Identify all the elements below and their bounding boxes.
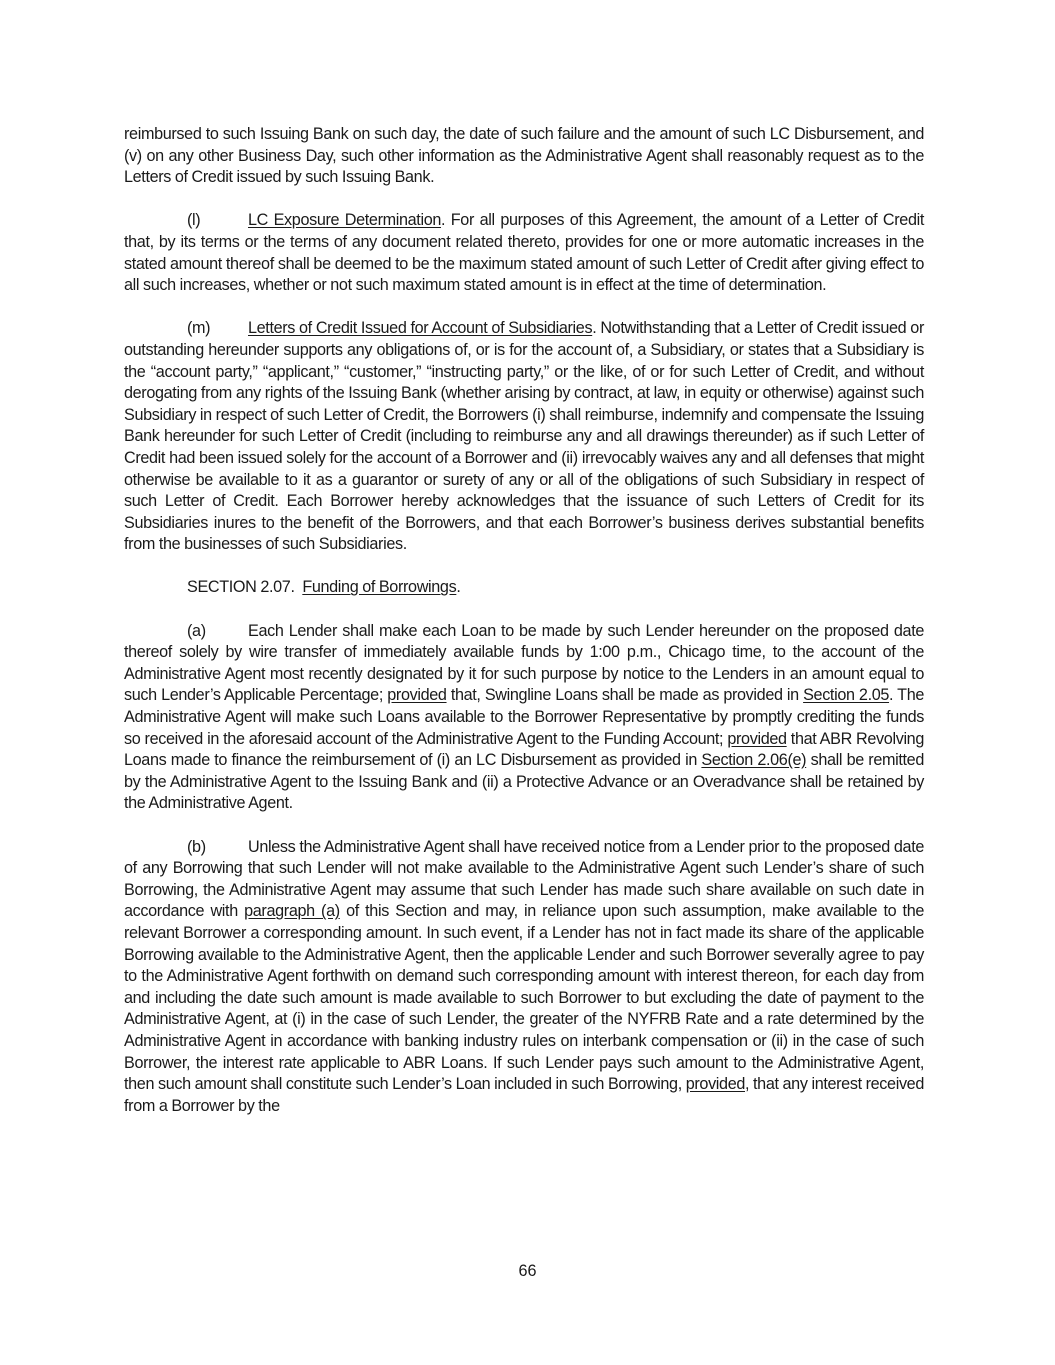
paragraph-text: of this Section and may, in reliance upon such assumption, make available to the relevant Borrower a corresponding amount. In such event, if a Lender has not in fact made its share of the applicable Borrowing available to the Administrative Agent, then the applicable Lender and such Borrower severally agree to pay to the Administrative Agent forthwith on demand such corresponding amount with interest thereon, for each day from and including the date such amount is made available to such Borrower to but excluding the date of payment to the Administrative Agent, at (i) in the case of such Lender, the greater of the NYFRB Rate and a rate determined by the Administrative Agent in accordance with banking industry rules on interbank compensation or (ii) in the case of such Borrower, the interest rate applicable to ABR Loans. If such Lender pays such amount to the Administrative Agent, then such amount shall constitute such Lender’s Loan included in such Borrowing,: [124, 902, 924, 1094]
paragraph-text: . The Administrative Agent will make such Loans available to the Borrower Representative by promptly crediting the funds so received in the aforesaid account of the Administrative Agent to the Funding Account;: [124, 686, 925, 748]
paragraph-intro: [124, 124, 924, 189]
paragraph-text: . For all purposes of this Agreement, the amount of a Letter of Credit that, by its terms or the terms of any document related thereto, provides for one or more automatic increases in the stated amount thereof shall be deemed to be the maximum stated amount of such Letter of Credit after giving effect to all such increases, whether or not such maximum stated amount is in effect at the time of determination.: [124, 211, 925, 295]
paragraph-b: [124, 837, 924, 1118]
paragraph-number: (m): [187, 319, 211, 338]
provided-term: provided: [387, 686, 447, 705]
paragraph-text: shall be remitted by the Administrative Agent to the Issuing Bank and (ii) a Protective Advance or an Overadvance shall be retained by the Administrative Agent.: [124, 751, 924, 813]
paragraph-text: that ABR Revolving Loans made to finance the reimbursement of (i) an LC Disbursement as provided in: [124, 729, 924, 770]
paragraph-text: that, Swingline Loans shall be made as provided in: [446, 686, 804, 705]
paragraph-text: Unless the Administrative Agent shall have received notice from a Lender prior to the proposed date of any Borrowing that such Lender will not make available to the Administrative Agent such Lender’s share of such Borrowing, the Administrative Agent may assume that such Lender has made such share available on such date in accordance with: [124, 837, 924, 921]
section-reference: Section 2.05: [803, 686, 890, 705]
paragraph-number: (a): [187, 621, 206, 640]
section-label: SECTION 2.07.: [187, 578, 295, 597]
section-reference: Section 2.06(e): [701, 751, 807, 770]
section-title: Funding of Borrowings: [302, 578, 457, 597]
document-page: [124, 124, 924, 1139]
paragraph-l: [124, 210, 924, 296]
section-title-end: .: [456, 578, 461, 597]
page-number: 66: [518, 1262, 537, 1280]
paragraph-heading: LC Exposure Determination: [248, 211, 442, 230]
provided-term: provided: [727, 729, 787, 748]
paragraph-number: (b): [187, 837, 206, 856]
paragraph-text: Each Lender shall make each Loan to be made by such Lender hereunder on the proposed date thereof solely by wire transfer of immediately available funds by 1:00 p.m., Chicago time, to the account of the Administrative Agent most recently designated by it for such purpose by notice to the Lenders in an amount equal to such Lender’s Applicable Percentage;: [124, 621, 924, 705]
section-heading: [187, 577, 924, 599]
paragraph-a: [124, 621, 924, 815]
paragraph-reference: paragraph (a): [244, 902, 340, 921]
paragraph-number: (l): [187, 211, 201, 230]
paragraph-text: , that any interest received from a Borrower by the: [124, 1075, 924, 1115]
paragraph-heading: Letters of Credit Issued for Account of Subsidiaries: [248, 319, 593, 338]
provided-term: provided: [685, 1075, 746, 1094]
paragraph-m: [124, 318, 924, 556]
paragraph-text: . Notwithstanding that a Letter of Credit issued or outstanding hereunder supports any obligations of, or is for the account of, a Subsidiary, or states that a Subsidiary is the “account party,” “applicant,” “customer,” “instructing party,” or the like, of or for such Letter of Credit, and without derogating from any rights of the Issuing Bank (whether arising by contract, at law, in equity or otherwise) against such Subsidiary in respect of such Letter of Credit, the Borrowers (i) shall reimburse, indemnify and compensate the Issuing Bank hereunder for such Letter of Credit (including to reimburse any and all drawings thereunder) as if such Letter of Credit had been issued solely for the account of a Borrower and (ii) irrevocably waives any and all defenses that might otherwise be available to it as a guarantor or surety of any or all of the obligations of such Subsidiary in respect of such Letter of Credit. Each Borrower hereby acknowledges that the issuance of such Letters of Credit for its Subsidiaries inures to the benefit of the Borrowers, and that each Borrower’s business derives substantial benefits from the businesses of such Subsidiaries.: [124, 319, 924, 554]
paragraph-text: reimbursed to such Issuing Bank on such day, the date of such failure and the amount of such LC Disbursement, and (v) on any other Business Day, such other information as the Administrative Agent shall reasonably request as to the Letters of Credit issued by such Issuing Bank.: [124, 125, 924, 187]
